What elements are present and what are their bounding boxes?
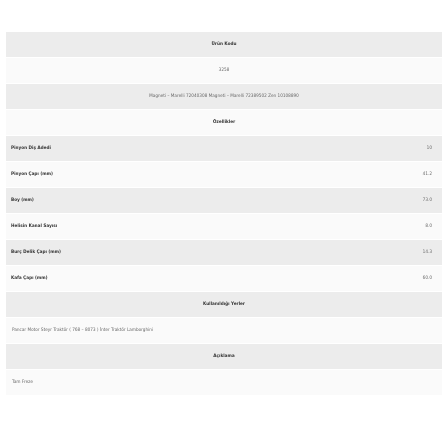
product-spec-table bbox=[6, 32, 442, 396]
spec-row bbox=[6, 188, 442, 214]
description-header: Açıklama bbox=[6, 344, 442, 370]
spec-value: 73.0 bbox=[422, 197, 432, 203]
spec-row bbox=[6, 136, 442, 162]
features-header: Özellikler bbox=[6, 110, 442, 136]
spec-label: Helisin Kanal Sayısı bbox=[11, 223, 58, 229]
usage-header: Kullanıldığı Yerler bbox=[6, 292, 442, 318]
spec-row bbox=[6, 266, 442, 292]
spec-label: Pinyon Çapı (mm) bbox=[11, 171, 53, 177]
spec-value: 41.2 bbox=[422, 171, 432, 177]
spec-label: Kafa Çapı (mm) bbox=[11, 275, 48, 281]
product-code-header: Ürün Kodu bbox=[6, 32, 442, 58]
spec-row bbox=[6, 240, 442, 266]
spec-value: 8.0 bbox=[425, 223, 432, 229]
spec-row bbox=[6, 162, 442, 188]
spec-value: 60.0 bbox=[422, 275, 432, 281]
description-text: Tam Freze bbox=[6, 370, 442, 396]
spec-value: 10 bbox=[426, 145, 432, 151]
product-code-value: 3258 bbox=[6, 58, 442, 84]
spec-label: Burç Delik Çapı (mm) bbox=[11, 249, 61, 255]
spec-value: 14.3 bbox=[422, 249, 432, 255]
spec-label: Pinyon Diş Adedi bbox=[11, 145, 51, 151]
oem-references: Magneti – Marelli 72040308 Magneti – Marelli 72389502 Zen 10108890 bbox=[6, 84, 442, 110]
spec-label: Boy (mm) bbox=[11, 197, 34, 203]
spec-row bbox=[6, 214, 442, 240]
usage-text: Pancar Motor Steyr Traktör ( 768 – 8073 ) İnter Traktör Lamborghini bbox=[6, 318, 442, 344]
